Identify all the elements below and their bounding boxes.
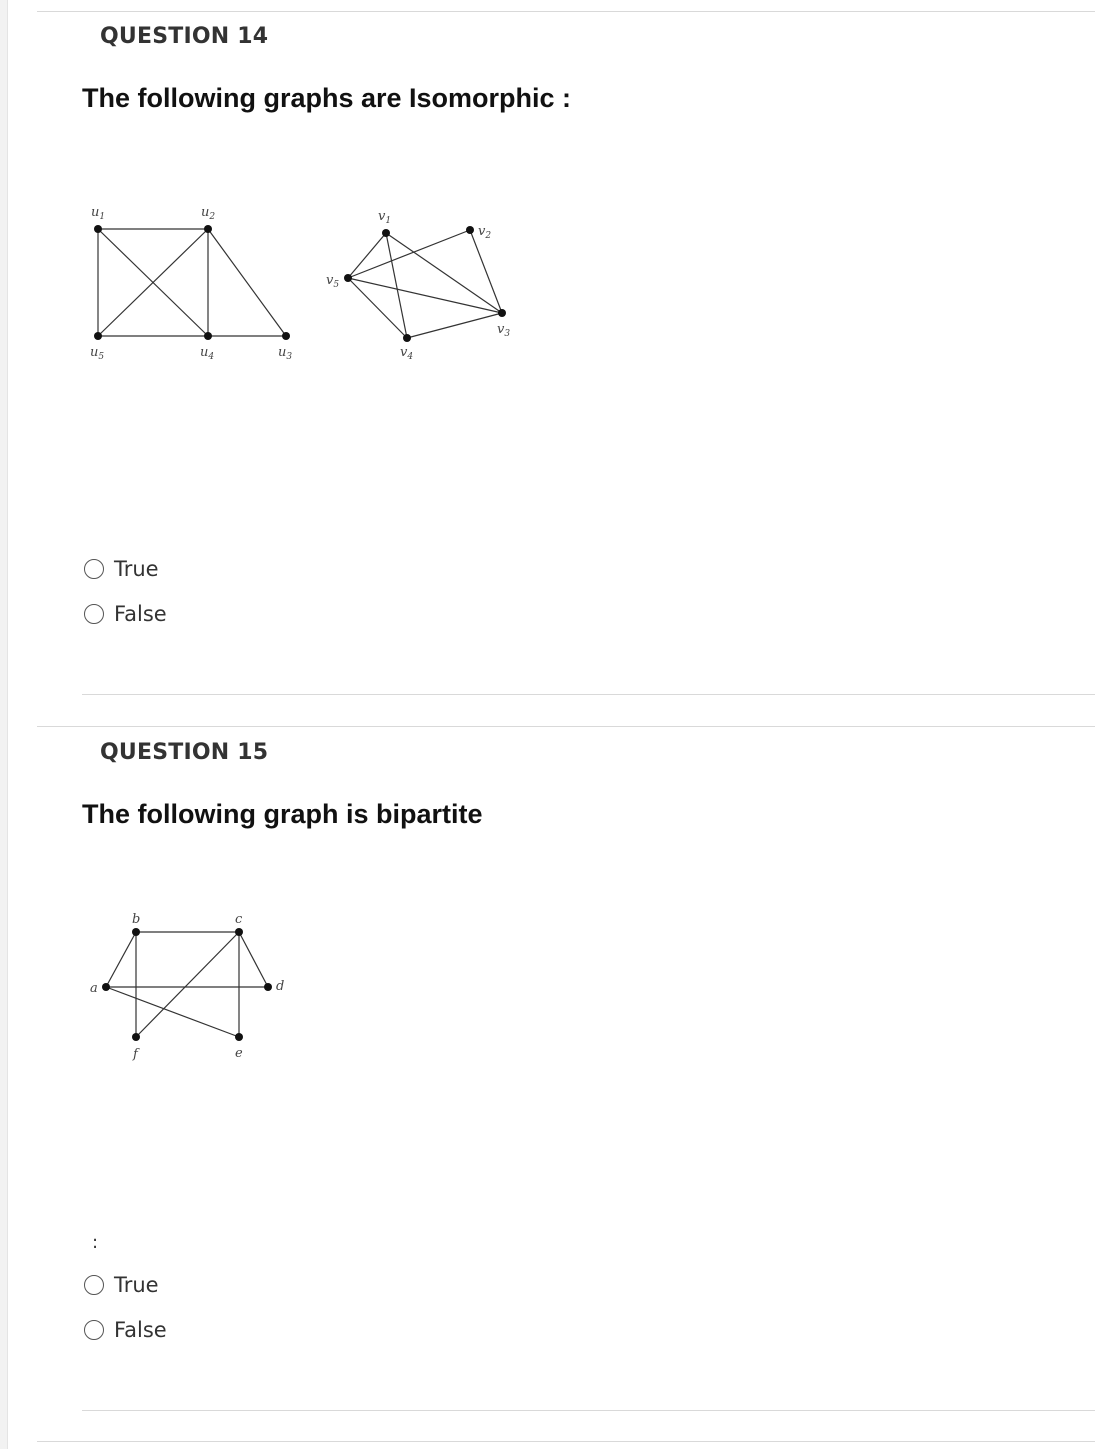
label-u5: $u_5$ [90, 345, 105, 362]
vertex-v5 [344, 274, 352, 282]
graph-g-vertices [94, 225, 290, 340]
question-14-text: The following graphs are Isomorphic : [82, 83, 572, 113]
label-v3: $v_3$ [497, 322, 511, 339]
vertex-u5 [94, 332, 102, 340]
vertex-u4 [204, 332, 212, 340]
option-label: False [114, 602, 167, 626]
question-14-bottom-divider [82, 694, 1095, 695]
label-d: d [276, 979, 285, 994]
vertex-u2 [204, 225, 212, 233]
label-u4: $u_4$ [200, 345, 215, 362]
question-15-top-divider [37, 726, 1095, 727]
question-15-graph-figure [85, 905, 295, 1065]
radio-button[interactable] [84, 1275, 104, 1295]
question-14-title: QUESTION 14 [100, 24, 269, 49]
graph-h-vertices [344, 226, 506, 342]
radio-button[interactable] [84, 1320, 104, 1340]
q15-option-true[interactable] [84, 1272, 159, 1298]
vertex-v3 [498, 309, 506, 317]
q15-option-false[interactable] [84, 1317, 167, 1343]
vertex-c [235, 928, 243, 936]
vertex-v1 [382, 229, 390, 237]
label-v4: $v_4$ [400, 345, 414, 362]
label-v5: $v_5$ [326, 273, 340, 290]
label-c: c [235, 912, 243, 927]
label-e: e [235, 1046, 243, 1061]
option-label: True [114, 1273, 159, 1297]
vertex-d [264, 983, 272, 991]
label-v1: $v_1$ [378, 209, 392, 226]
question-14-graphs-figure [80, 195, 530, 370]
vertex-b [132, 928, 140, 936]
radio-button[interactable] [84, 604, 104, 624]
option-label: False [114, 1318, 167, 1342]
label-u3: $u_3$ [278, 345, 293, 362]
vertex-f [132, 1033, 140, 1041]
question-15-text: The following graph is bipartite [82, 799, 483, 829]
vertex-e [235, 1033, 243, 1041]
q14-option-false[interactable] [84, 601, 167, 627]
vertex-u1 [94, 225, 102, 233]
stray-colon-text: : [92, 1232, 99, 1253]
question-15-title: QUESTION 15 [100, 740, 269, 765]
label-u2: $u_2$ [201, 205, 216, 222]
left-sidebar-strip [0, 0, 8, 1449]
vertex-v4 [403, 334, 411, 342]
vertex-a [102, 983, 110, 991]
graph-edges [106, 932, 268, 1037]
top-divider [37, 11, 1095, 12]
graph-h-edges [348, 230, 502, 338]
vertex-u3 [282, 332, 290, 340]
question-16-top-divider [37, 1441, 1095, 1442]
q14-option-true[interactable] [84, 556, 159, 582]
label-a: a [90, 981, 98, 996]
radio-button[interactable] [84, 559, 104, 579]
graph-h-labels [326, 209, 510, 362]
question-15-bottom-divider [82, 1410, 1095, 1411]
label-f: f [133, 1047, 138, 1062]
vertex-v2 [466, 226, 474, 234]
option-label: True [114, 557, 159, 581]
label-b: b [132, 912, 141, 927]
label-u1: $u_1$ [91, 205, 106, 222]
label-v2: $v_2$ [478, 224, 492, 241]
graph-g-edges [98, 229, 286, 336]
